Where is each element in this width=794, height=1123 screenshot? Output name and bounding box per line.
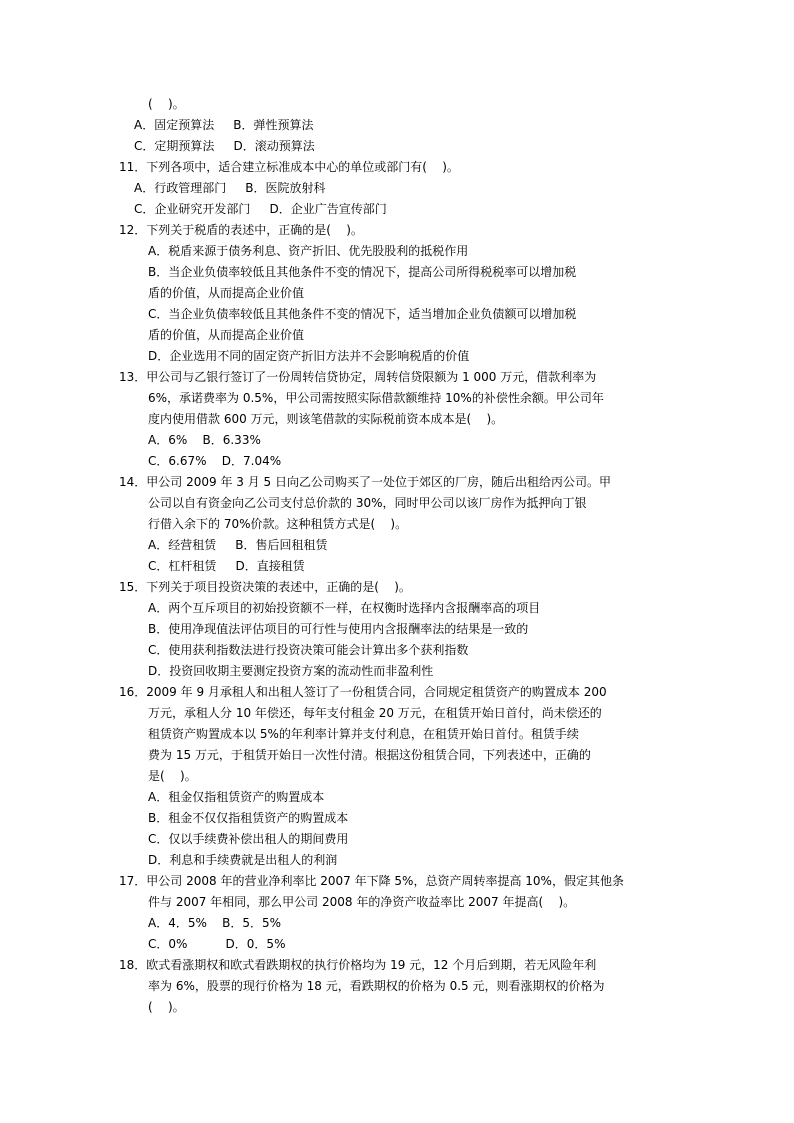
text-line: 费为 15 万元，于租赁开始日一次性付清。根据这份租赁合同，下列表述中，正确的 [148, 748, 591, 762]
text-line: C．6.67% D．7.04% [148, 454, 282, 468]
text-line: C．仅以手续费补偿出租人的期间费用 [148, 832, 349, 846]
text-line: 万元，承租人分 10 年偿还，每年支付租金 20 万元，在租赁开始日首付，尚未偿还的 [148, 706, 602, 720]
text-line: A．行政管理部门 B．医院放射科 [134, 181, 326, 195]
text-line: D．企业选用不同的固定资产折旧方法并不会影响税盾的价值 [148, 349, 470, 363]
text-line: 率为 6%，股票的现行价格为 18 元，看跌期权的价格为 0.5 元，则看涨期权的价格为 [148, 979, 605, 993]
text-line: B．租金不仅仅指租赁资产的购置成本 [148, 811, 349, 825]
text-line: B．使用净现值法评估项目的可行性与使用内含报酬率法的结果是一致的 [148, 622, 529, 636]
text-line: C．企业研究开发部门 D．企业广告宣传部门 [134, 202, 387, 216]
text-line: 6%，承诺费率为 0.5%，甲公司需按照实际借款额维持 10%的补偿性余额。甲公司年 [148, 391, 604, 405]
text-line: D．投资回收期主要测定投资方案的流动性而非盈利性 [148, 664, 434, 678]
text-line: 盾的价值，从而提高企业价值 [148, 286, 305, 300]
text-line: 17．甲公司 2008 年的营业净利率比 2007 年下降 5%，总资产周转率提高 10%，假定其他条 [119, 874, 624, 888]
text-line: 18．欧式看涨期权和欧式看跌期权的执行价格均为 19 元，12 个月后到期，若无风险年利 [119, 958, 597, 972]
text-line: 12．下列关于税盾的表述中，正确的是( )。 [119, 223, 363, 237]
text-line: C．当企业负债率较低且其他条件不变的情况下，适当增加企业负债额可以增加税 [148, 307, 577, 321]
text-line: 度内使用借款 600 万元，则该笔借款的实际税前资本成本是( )。 [148, 412, 504, 426]
text-line: 盾的价值，从而提高企业价值 [148, 328, 305, 342]
text-line: A．4．5% B．5．5% [148, 916, 282, 930]
text-line: 行借入余下的 70%价款。这种租赁方式是( )。 [148, 517, 408, 531]
text-line: A．两个互斥项目的初始投资额不一样，在权衡时选择内含报酬率高的项目 [148, 601, 541, 615]
text-line: 公司以自有资金向乙公司支付总价款的 30%，同时甲公司以该厂房作为抵押向丁银 [148, 496, 587, 510]
text-line: C．使用获利指数法进行投资决策可能会计算出多个获利指数 [148, 643, 469, 657]
text-line: A．固定预算法 B．弹性预算法 [134, 118, 314, 132]
text-line: 14．甲公司 2009 年 3 月 5 日向乙公司购买了一处位于郊区的厂房，随后出租给丙公司。甲 [119, 475, 611, 489]
text-line: 件与 2007 年相同，那么甲公司 2008 年的净资产收益率比 2007 年提高( )。 [148, 895, 576, 909]
text-line: 15．下列关于项目投资决策的表述中，正确的是( )。 [119, 580, 411, 594]
text-line: C．0% D．0．5% [148, 937, 286, 951]
text-line: C．杠杆租赁 D．直接租赁 [148, 559, 305, 573]
text-line: C．定期预算法 D．滚动预算法 [134, 139, 315, 153]
text-line: A．6% B．6.33% [148, 433, 261, 447]
text-line: B．当企业负债率较低且其他条件不变的情况下，提高公司所得税税率可以增加税 [148, 265, 577, 279]
text-line: A．税盾来源于债务利息、资产折旧、优先股股利的抵税作用 [148, 244, 469, 258]
text-line: 13．甲公司与乙银行签订了一份周转信贷协定，周转信贷限额为 1 000 万元，借款利率为 [119, 370, 597, 384]
text-line: A．租金仅指租赁资产的购置成本 [148, 790, 325, 804]
text-line: 是( )。 [148, 769, 197, 783]
text-line: 11．下列各项中，适合建立标准成本中心的单位或部门有( )。 [119, 160, 459, 174]
text-line: ( )。 [148, 97, 185, 111]
text-line: 租赁资产购置成本以 5%的年利率计算并支付利息，在租赁开始日首付。租赁手续 [148, 727, 579, 741]
text-line: 16．2009 年 9 月承租人和出租人签订了一份租赁合同，合同规定租赁资产的购置成本 200 [119, 685, 607, 699]
text-line: ( )。 [148, 1000, 185, 1014]
text-line: A．经营租赁 B．售后回租租赁 [148, 538, 328, 552]
text-line: D．利息和手续费就是出租人的利润 [148, 853, 338, 867]
